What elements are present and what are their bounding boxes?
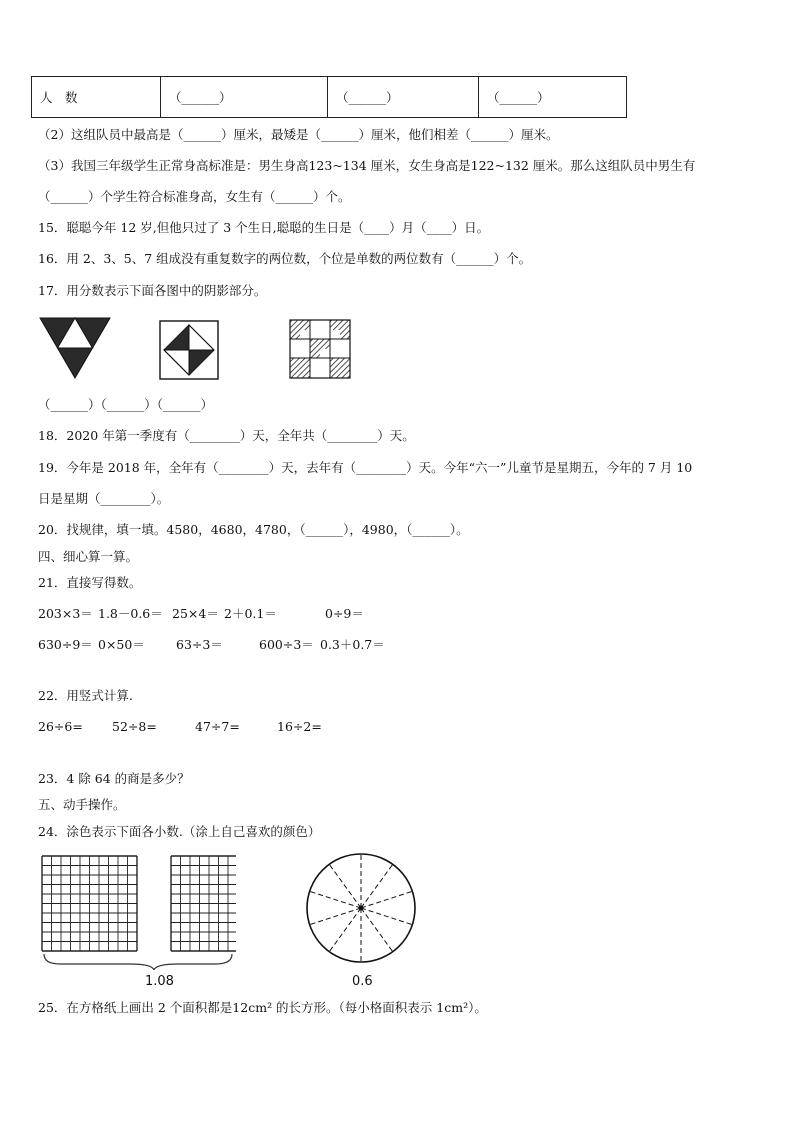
divided-circle-figure xyxy=(303,850,419,966)
calc-item: 16÷2= xyxy=(277,719,322,734)
calc-item: 0×50＝ xyxy=(98,637,145,652)
calc-item: 2＋0.1＝ xyxy=(224,606,277,621)
question-14-3-line2: （______）个学生符合标准身高，女生有（______）个。 xyxy=(38,189,351,204)
question-15: 15．聪聪今年 12 岁,但他只过了 3 个生日,聪聪的生日是（____）月（____）日。 xyxy=(38,220,490,235)
question-18: 18．2020 年第一季度有（________）天，全年共（________）天。 xyxy=(38,428,415,443)
calc-item: 600÷3＝ xyxy=(259,637,314,652)
row-label: 人 数 xyxy=(32,77,161,118)
calc-item: 630÷9＝ xyxy=(38,637,93,652)
calc-item: 0.3＋0.7＝ xyxy=(320,637,385,652)
question-22: 22．用竖式计算. xyxy=(38,688,133,703)
question-20: 20．找规律，填一填。4580，4680，4780，（______），4980，（______）。 xyxy=(38,522,469,537)
calc-item: 25×4＝ xyxy=(172,606,219,621)
question-19-line1: 19．今年是 2018 年，全年有（________）天，去年有（________）天。今年“六一”儿童节是星期五，今年的 7 月 10 xyxy=(38,460,693,475)
question-24: 24．涂色表示下面各小数.（涂上自己喜欢的颜色） xyxy=(38,824,321,839)
hundred-grid[interactable] xyxy=(171,856,236,951)
question-17: 17．用分数表示下面各图中的阴影部分。 xyxy=(38,283,267,298)
answer-blank[interactable]: （______） xyxy=(161,77,328,118)
checker-grid-figure xyxy=(288,318,352,380)
question-14-2: （2）这组队员中最高是（______）厘米，最矮是（______）厘米，他们相差（______）厘米。 xyxy=(38,127,559,142)
hundred-grids-figure xyxy=(40,854,236,970)
brace-mark xyxy=(44,954,232,970)
calc-item: 0÷9＝ xyxy=(325,606,364,621)
table-row xyxy=(32,77,627,118)
question-25: 25．在方格纸上画出 2 个面积都是12cm² 的长方形。（每小格面积表示 1cm²）。 xyxy=(38,1000,487,1015)
question-14-3-line1: （3）我国三年级学生正常身高标准是：男生身高123~134 厘米，女生身高是122~132 厘米。那么这组队员中男生有 xyxy=(38,158,696,173)
answer-blank[interactable]: （______） xyxy=(479,77,627,118)
grid-value-label: 1.08 xyxy=(145,974,174,989)
question-19-line2: 日是星期（________）。 xyxy=(38,491,170,506)
square-diamond-figure xyxy=(158,319,220,381)
circle-center-dot xyxy=(359,906,364,911)
inverted-triangle-figure xyxy=(38,316,112,380)
calc-item: 26÷6= xyxy=(38,719,83,734)
circle-value-label: 0.6 xyxy=(352,974,373,989)
question-23: 23．4 除 64 的商是多少？ xyxy=(38,771,190,786)
hundred-grid[interactable] xyxy=(42,856,137,951)
question-21: 21．直接写得数。 xyxy=(38,575,142,590)
calc-item: 47÷7= xyxy=(195,719,240,734)
answer-blank[interactable]: （______） xyxy=(328,77,479,118)
section-5-heading: 五、动手操作。 xyxy=(38,797,126,812)
calc-item: 52÷8= xyxy=(112,719,157,734)
question-16: 16．用 2、3、5、7 组成没有重复数字的两位数，个位是单数的两位数有（______）个。 xyxy=(38,251,532,266)
calc-item: 63÷3＝ xyxy=(176,637,223,652)
height-table xyxy=(31,76,627,118)
question-17-blanks[interactable]: （______）（______）（______） xyxy=(38,397,214,412)
calc-item: 203×3＝ xyxy=(38,606,93,621)
calc-item: 1.8－0.6＝ xyxy=(98,606,163,621)
section-4-heading: 四、细心算一算。 xyxy=(38,549,139,564)
